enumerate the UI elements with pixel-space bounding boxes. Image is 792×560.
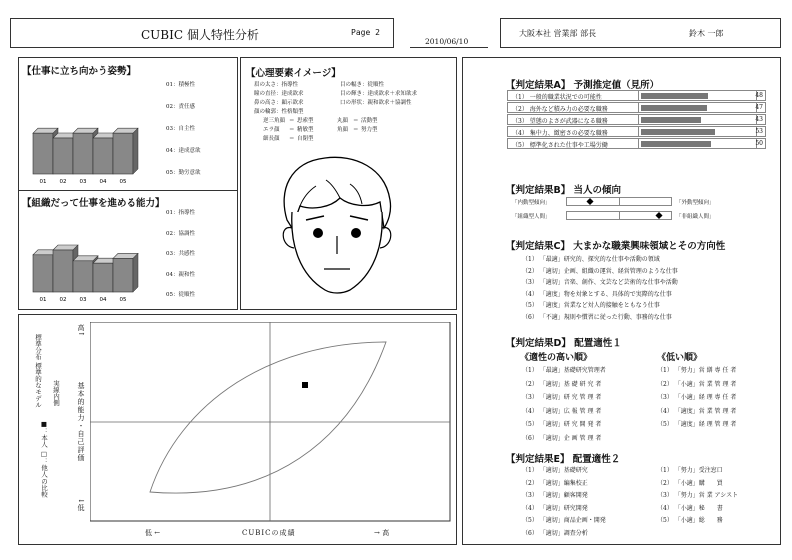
face-type-desc: 自閉型 <box>297 136 314 142</box>
resultE-title: 【判定結果E】 配置適性２ <box>506 454 621 465</box>
face-type-desc: 思索型 <box>297 118 314 124</box>
resultD-high-item: （6） 「適切」企 画 管 理 者 <box>522 434 602 442</box>
chart-legend-item: 05：勤労意欲 <box>166 170 201 176</box>
chart-legend-item: 02：責任感 <box>166 104 195 110</box>
chart1-x-label: 02 <box>59 179 67 185</box>
resultD-high-item: （2） 「適切」基 礎 研 究 者 <box>522 380 602 388</box>
face-type: 細長顔 <box>263 136 280 142</box>
resultA-bar <box>641 129 715 135</box>
report-date: 2010/06/10 <box>425 37 469 46</box>
face-type: エラ顔 <box>263 127 280 133</box>
divider <box>638 139 639 148</box>
chart1-x-label: 01 <box>39 179 47 185</box>
resultA-row <box>507 90 766 101</box>
chart2-x-label: 02 <box>59 297 67 303</box>
resultA-bar <box>641 141 711 147</box>
resultB-right-label: 「非組織人間」 <box>676 214 715 220</box>
face-type: 丸顔 <box>337 118 349 124</box>
resultC-item: （2） 「適切」企画、組織の運営、経営管理のような仕事 <box>522 267 678 275</box>
resultD-low-item: （2） 「小適」営 業 管 理 者 <box>657 380 737 388</box>
y-axis-label: 基本的能力・自己評価 <box>77 382 85 462</box>
divider <box>638 91 639 100</box>
divider <box>638 115 639 124</box>
chart2-bar <box>53 250 73 292</box>
resultE-high-item: （3） 「適切」顧客開発 <box>522 492 588 499</box>
divider <box>638 103 639 112</box>
chart-legend-item: 04：親和性 <box>166 271 195 278</box>
legend-compare: の比較 <box>40 478 48 498</box>
divider <box>619 198 620 205</box>
chart2-x-label: 03 <box>79 297 87 303</box>
chart1-bar <box>53 138 73 174</box>
resultD-high-item: （3） 「適切」研 究 管 理 者 <box>522 394 602 401</box>
chart1-x-label: 03 <box>79 179 87 185</box>
resultD-high-item: （1） 「最適」基礎研究管理者 <box>522 367 606 374</box>
resultE-low-item: （5） 「小適」総 務 <box>657 517 723 524</box>
resultC-item: （1） 「最適」研究的、探究的な仕事や活動の領域 <box>522 256 660 263</box>
chart-legend-item: 01：積極性 <box>166 82 195 88</box>
resultE-low-item: （4） 「小適」秘 書 <box>657 504 723 512</box>
department: 大阪本社 営業部 部長 <box>519 29 597 38</box>
resultB-left-label: 「内動型傾向」 <box>512 200 551 206</box>
chart-legend-item: 02：協調性 <box>166 230 195 237</box>
date-underline <box>410 47 488 48</box>
resultE-high-item: （1） 「適切」基礎研究 <box>522 467 588 474</box>
resultB-left-label: 「組織型人間」 <box>512 214 551 220</box>
resultA-row <box>507 126 766 137</box>
resultE-low-item: （3） 「努力」営 業 アシスト <box>657 492 739 499</box>
header-person-box <box>500 18 781 48</box>
face-type-row <box>263 125 378 134</box>
face-type: 逆三角顔 <box>263 118 286 124</box>
resultC-item: （4） 「適度」物を対象とする、具体的で実際的な仕事 <box>522 290 672 298</box>
chart2-x-label: 04 <box>99 297 107 303</box>
resultE-low-item: （2） 「小適」購 買 <box>657 479 723 487</box>
psych-line: 鼻の高さ：顕示欲求 <box>254 100 304 106</box>
chart1-title: 【仕事に立ち向かう姿勢】 <box>22 66 137 77</box>
psych-line: 顔の輪郭：性格類型 <box>254 109 304 115</box>
resultE-high-item: （6） 「適切」調査分析 <box>522 529 588 537</box>
chart2-x-label: 05 <box>119 297 127 303</box>
resultA-value: 53 <box>755 128 763 135</box>
resultA-row <box>507 138 766 149</box>
resultA-label: （4） 集中力、緻密さの必要な職務 <box>512 130 608 137</box>
resultB-marker <box>586 198 593 205</box>
resultA-bar <box>641 105 707 111</box>
chart2-bar <box>113 258 133 292</box>
x-axis-high: → 高 <box>374 529 390 537</box>
resultA-label: （5） 標準化された仕事や工場労働 <box>512 142 608 149</box>
resultA-bar <box>641 117 701 123</box>
attitude-bar-chart <box>30 78 140 188</box>
resultC-item: （5） 「適度」営業など対人的接触をともなう仕事 <box>522 302 660 309</box>
chart-legend-item: 01：指導性 <box>166 210 195 216</box>
resultA-value: 43 <box>755 116 763 123</box>
psych-title: 【心理要素イメージ】 <box>246 68 341 79</box>
chart2-x-label: 01 <box>39 297 47 303</box>
face-type-desc: 努力型 <box>361 127 378 133</box>
x-axis-label: CUBICの成績 <box>242 529 296 537</box>
chart1-x-label: 05 <box>119 179 127 185</box>
resultA-label: （3） 望態のよさが武器になる職務 <box>512 118 608 125</box>
person-name: 鈴木 一郎 <box>689 29 724 38</box>
face-type-eq: ＝ <box>289 127 295 133</box>
resultA-title: 【判定結果A】 予測推定値（見所） <box>506 80 660 91</box>
psych-line: 眉の太さ：指導性 <box>254 82 299 88</box>
face-illustration <box>270 150 400 300</box>
resultC-item: （6） 「不適」規則や慣習に従った行動、事務的な仕事 <box>522 313 672 321</box>
vertical-inner: 実線内側 <box>52 380 60 406</box>
chart1-bar <box>33 133 53 174</box>
resultD-high-title: 《適性の高い順》 <box>520 353 593 363</box>
face-type-desc: 活動型 <box>361 118 378 124</box>
chart-legend-item: 03：共感性 <box>166 251 195 257</box>
face-type-row <box>263 134 378 143</box>
chart2-bar <box>73 261 93 292</box>
scatter-plot <box>90 322 452 522</box>
header-title-box <box>10 18 394 48</box>
resultC-item: （3） 「適切」音楽、創作、文芸など芸術的な仕事や活動 <box>522 279 678 286</box>
legend-self: ■：本人 <box>40 420 48 448</box>
page-title: CUBIC 個人特性分析 <box>141 28 259 42</box>
resultA-label: （2） 海外など積み力の必要な職務 <box>512 106 608 113</box>
chart1-bar <box>113 133 133 174</box>
chart1-x-label: 04 <box>99 179 107 185</box>
chart2-bar <box>93 263 113 292</box>
resultD-low-title: 《低い順》 <box>657 353 703 363</box>
legend-other: □：他人 <box>40 450 48 478</box>
divider <box>638 127 639 136</box>
resultB-scale <box>566 197 672 206</box>
resultC-title: 【判定結果C】 大まかな職業興味領域とその方向性 <box>506 241 726 252</box>
resultD-low-item: （3） 「小適」経 理 専 任 者 <box>657 394 737 401</box>
resultA-label: （1） 一般的職業状況での可能性 <box>512 94 602 101</box>
chart1-bar-side <box>133 128 138 174</box>
resultD-high-item: （4） 「適切」広 報 管 理 者 <box>522 407 602 415</box>
chart1-bar <box>93 138 113 174</box>
chart-legend-item: 03：自主性 <box>166 126 195 132</box>
face-type-table <box>263 116 378 143</box>
resultB-marker <box>655 212 662 219</box>
psych-line: 目の輝き：達成欲求＋求知欲求 <box>340 91 418 97</box>
psych-line: 目の幅き：従順性 <box>340 82 385 88</box>
resultA-value: 47 <box>755 104 763 111</box>
face-type-desc: 精敏型 <box>297 127 314 133</box>
x-axis-low: 低 ← <box>145 529 161 537</box>
resultD-low-item: （1） 「努力」営 繕 専 任 者 <box>657 367 737 374</box>
face-type-eq: ＝ <box>353 118 359 124</box>
resultB-scale <box>566 211 672 220</box>
resultA-value: 48 <box>755 92 763 99</box>
resultB-right-label: 「外動型傾向」 <box>676 200 715 206</box>
page-number: Page 2 <box>351 28 380 37</box>
resultD-title: 【判定結果D】 配置適性１ <box>506 338 622 349</box>
resultA-row <box>507 114 766 125</box>
y-axis-high: 高↑ <box>77 324 85 337</box>
panel-divider <box>18 190 238 191</box>
self-marker <box>302 382 308 388</box>
face-type-eq: ＝ <box>353 127 359 133</box>
psych-line: 口の形状：親和欲求＋協調性 <box>340 100 412 106</box>
chart2-bar <box>33 255 53 292</box>
psych-line: 瞳の直径：達成欲求 <box>254 91 304 97</box>
vertical-title: 標準分布 標準的なモデル <box>34 334 42 408</box>
vertical-legend-inner <box>52 380 61 406</box>
chart2-bar-side <box>133 253 138 292</box>
resultD-low-item: （5） 「適度」経 理 管 理 者 <box>657 421 737 428</box>
chart1-bar <box>73 133 93 174</box>
chart2-title: 【組織だって仕事を進める能力】 <box>22 198 165 209</box>
face-type-eq: ＝ <box>289 136 295 142</box>
face-type: 角顔 <box>337 127 349 133</box>
resultE-low-item: （1） 「努力」受注窓口 <box>657 467 723 474</box>
face-type-row <box>263 116 378 125</box>
organization-bar-chart <box>30 208 140 306</box>
face-type-eq: ＝ <box>289 118 295 124</box>
y-axis-low: ↓低 <box>77 498 85 511</box>
resultA-row <box>507 102 766 113</box>
chart-legend-item: 05：従順性 <box>166 292 195 298</box>
resultD-high-item: （5） 「適切」研 究 開 発 者 <box>522 421 602 428</box>
chart-legend-item: 04：達成意欲 <box>166 148 201 154</box>
resultB-title: 【判定結果B】 当人の傾向 <box>506 185 622 196</box>
resultE-high-item: （2） 「適切」編集校正 <box>522 479 588 487</box>
divider <box>619 212 620 219</box>
psych-col2 <box>340 80 417 107</box>
resultE-high-item: （4） 「適切」研究開発 <box>522 504 588 512</box>
psych-col1 <box>254 80 304 116</box>
resultD-low-item: （4） 「適度」営 業 管 理 者 <box>657 407 737 415</box>
resultE-high-item: （5） 「適切」商品企画・開発 <box>522 517 606 524</box>
resultA-bar <box>641 93 708 99</box>
resultA-value: 50 <box>755 140 763 147</box>
